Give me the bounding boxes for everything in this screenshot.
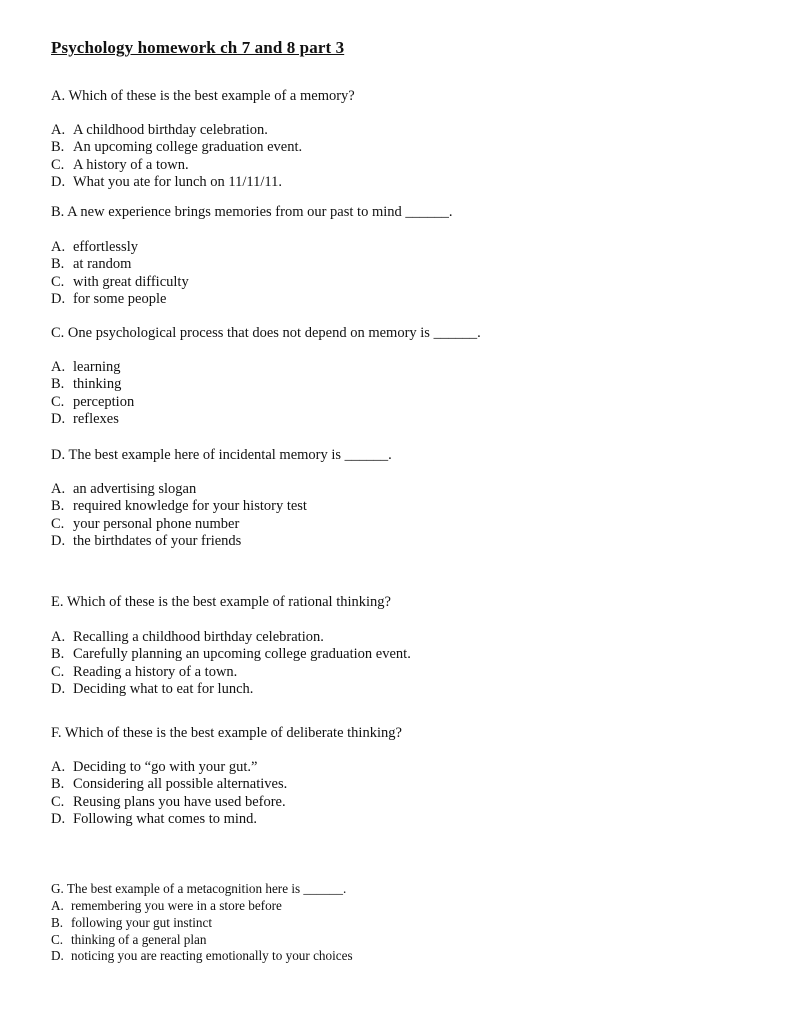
option-text: at random bbox=[73, 256, 132, 273]
option-text: Deciding what to eat for lunch. bbox=[73, 681, 254, 698]
option-a bbox=[51, 481, 307, 498]
option-a bbox=[51, 629, 411, 646]
option-text: A childhood birthday celebration. bbox=[73, 122, 268, 138]
option-d bbox=[51, 811, 287, 828]
option-text: Deciding to “go with your gut.” bbox=[73, 759, 258, 775]
option-letter: B. bbox=[51, 914, 64, 930]
option-letter: C. bbox=[51, 931, 64, 947]
option-letter: A. bbox=[51, 122, 66, 138]
option-d bbox=[51, 174, 302, 191]
question-c-stem: C. One psychological process that does not depend on memory is ______. bbox=[51, 325, 481, 341]
option-text: thinking of a general plan bbox=[71, 931, 207, 947]
question-a-options bbox=[51, 122, 302, 192]
option-letter: A. bbox=[51, 481, 66, 497]
option-letter: A. bbox=[51, 239, 66, 255]
option-d bbox=[51, 533, 307, 550]
option-c bbox=[51, 932, 353, 949]
option-text: your personal phone number bbox=[73, 515, 240, 532]
question-f-stem: F. Which of these is the best example of deliberate thinking? bbox=[51, 725, 402, 741]
option-text: an advertising slogan bbox=[73, 481, 197, 497]
question-e-options bbox=[51, 629, 411, 699]
option-text: perception bbox=[73, 393, 135, 410]
option-b bbox=[51, 776, 287, 793]
question-e-stem: E. Which of these is the best example of rational thinking? bbox=[51, 594, 391, 610]
option-text: Following what comes to mind. bbox=[73, 811, 258, 828]
option-letter: D. bbox=[51, 948, 64, 964]
option-b bbox=[51, 498, 307, 515]
option-letter: A. bbox=[51, 359, 66, 375]
option-letter: B. bbox=[51, 776, 65, 793]
question-g-options bbox=[51, 898, 353, 965]
option-letter: B. bbox=[51, 256, 65, 273]
question-d-stem: D. The best example here of incidental memory is ______. bbox=[51, 447, 392, 463]
option-b bbox=[51, 376, 134, 393]
option-letter: A. bbox=[51, 629, 66, 645]
option-letter: D. bbox=[51, 681, 66, 698]
option-text: following your gut instinct bbox=[71, 914, 213, 930]
option-letter: D. bbox=[51, 291, 66, 308]
option-text: Considering all possible alternatives. bbox=[73, 776, 288, 793]
option-text: remembering you were in a store before bbox=[71, 898, 282, 913]
question-g-stem: G. The best example of a metacognition here is ______. bbox=[51, 881, 347, 896]
question-d-options bbox=[51, 481, 307, 551]
option-letter: C. bbox=[51, 663, 65, 680]
option-letter: B. bbox=[51, 498, 65, 515]
question-a-stem: A. Which of these is the best example of a memory? bbox=[51, 88, 355, 104]
option-a bbox=[51, 898, 353, 915]
option-text: Reusing plans you have used before. bbox=[73, 793, 286, 810]
question-f-options bbox=[51, 759, 287, 829]
option-letter: B. bbox=[51, 646, 65, 663]
option-text: What you ate for lunch on 11/11/11. bbox=[73, 174, 282, 191]
option-letter: C. bbox=[51, 393, 65, 410]
option-a bbox=[51, 122, 302, 139]
option-text: thinking bbox=[73, 376, 122, 393]
question-b-stem: B. A new experience brings memories from our past to mind ______. bbox=[51, 204, 453, 220]
option-c bbox=[51, 274, 189, 291]
option-d bbox=[51, 411, 134, 428]
option-text: reflexes bbox=[73, 411, 119, 428]
option-a bbox=[51, 359, 134, 376]
option-a bbox=[51, 239, 189, 256]
option-b bbox=[51, 139, 302, 156]
option-text: noticing you are reacting emotionally to your choices bbox=[71, 948, 353, 964]
question-b-options bbox=[51, 239, 189, 309]
option-text: learning bbox=[73, 359, 121, 375]
option-letter: A. bbox=[51, 759, 66, 775]
option-a bbox=[51, 759, 287, 776]
option-letter: D. bbox=[51, 811, 66, 828]
option-c bbox=[51, 394, 134, 411]
option-text: An upcoming college graduation event. bbox=[73, 139, 303, 156]
option-text: Reading a history of a town. bbox=[73, 663, 238, 680]
option-text: A history of a town. bbox=[73, 156, 189, 173]
page-title: Psychology homework ch 7 and 8 part 3 bbox=[51, 38, 345, 57]
option-c bbox=[51, 157, 302, 174]
option-d bbox=[51, 681, 411, 698]
option-text: the birthdates of your friends bbox=[73, 533, 242, 550]
option-c bbox=[51, 794, 287, 811]
question-c-options bbox=[51, 359, 134, 429]
option-letter: C. bbox=[51, 156, 65, 173]
option-c bbox=[51, 516, 307, 533]
option-text: with great difficulty bbox=[73, 273, 189, 290]
option-text: required knowledge for your history test bbox=[73, 498, 307, 515]
option-d bbox=[51, 948, 353, 965]
option-text: for some people bbox=[73, 291, 167, 308]
option-letter: C. bbox=[51, 793, 65, 810]
option-letter: A. bbox=[51, 898, 64, 913]
option-b bbox=[51, 256, 189, 273]
option-text: Recalling a childhood birthday celebration. bbox=[73, 629, 324, 645]
option-c bbox=[51, 664, 411, 681]
option-b bbox=[51, 915, 353, 932]
option-text: effortlessly bbox=[73, 239, 138, 255]
option-d bbox=[51, 291, 189, 308]
option-letter: B. bbox=[51, 376, 65, 393]
option-letter: D. bbox=[51, 411, 66, 428]
option-letter: D. bbox=[51, 174, 66, 191]
option-letter: C. bbox=[51, 515, 65, 532]
option-text: Carefully planning an upcoming college graduation event. bbox=[73, 646, 411, 663]
option-letter: C. bbox=[51, 273, 65, 290]
option-letter: B. bbox=[51, 139, 65, 156]
option-letter: D. bbox=[51, 533, 66, 550]
option-b bbox=[51, 646, 411, 663]
